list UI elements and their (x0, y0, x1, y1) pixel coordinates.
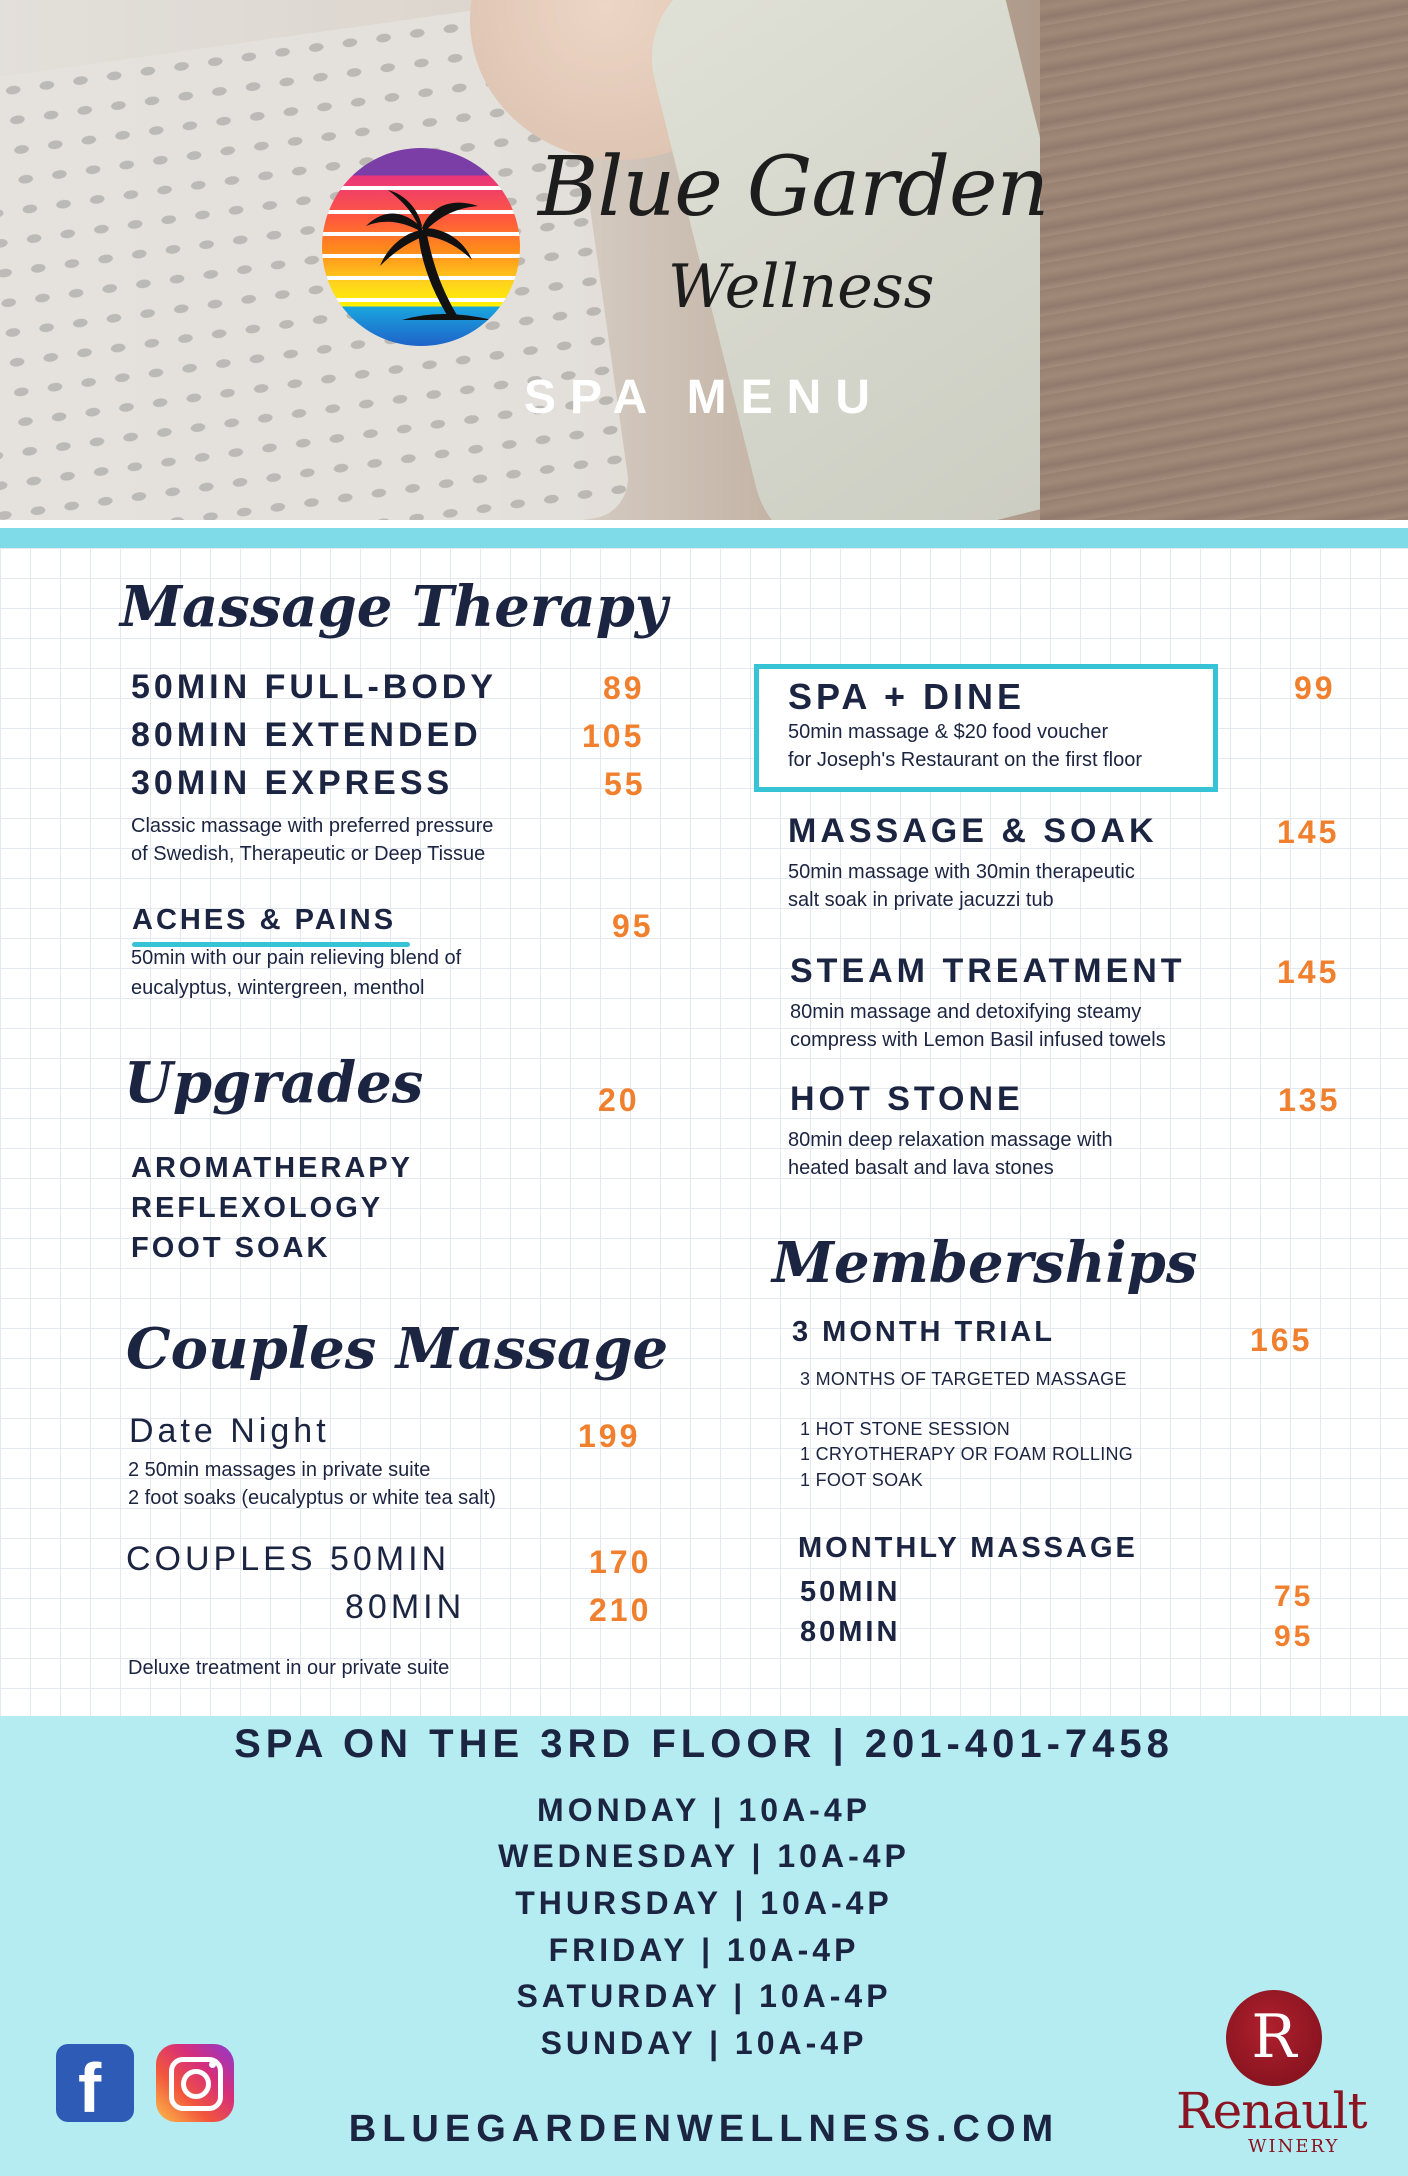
menu-item-hot-stone: HOT STONE (790, 1080, 1024, 1118)
steam-description-line-1: 80min massage and detoxifying steamy (790, 1001, 1142, 1023)
spa-dine-description-line-2: for Joseph's Restaurant on the first floor (788, 749, 1142, 771)
website-link[interactable]: BLUEGARDENWELLNESS.COM (348, 2108, 1060, 2150)
monthly-80min: 80MIN (800, 1616, 901, 1648)
price-express: 55 (604, 766, 646, 802)
renault-winery-logo: R Renault WINERY (1160, 1990, 1380, 2160)
menu-item-express: 30MIN EXPRESS (131, 764, 454, 802)
memberships-heading: Memberships (772, 1230, 1198, 1296)
price-3-month-trial: 165 (1250, 1322, 1313, 1358)
trial-line-2: 1 HOT STONE SESSION (800, 1419, 1011, 1439)
massage-soak-description-line-1: 50min massage with 30min therapeutic (788, 861, 1135, 883)
price-hot-stone: 135 (1278, 1082, 1341, 1118)
date-night-description-line-2: 2 foot soaks (eucalyptus or white tea salt) (128, 1487, 496, 1509)
spa-dine-description-line-1: 50min massage & $20 food voucher (788, 721, 1109, 743)
price-extended: 105 (582, 718, 645, 754)
hours-saturday: SATURDAY | 10A-4P (516, 1978, 892, 2014)
massage-therapy-heading: Massage Therapy (120, 574, 668, 640)
menu-item-massage-soak: MASSAGE & SOAK (788, 812, 1158, 850)
menu-item-extended: 80MIN EXTENDED (131, 716, 482, 754)
menu-item-couples-50min: COUPLES 50MIN (126, 1540, 451, 1578)
page-title: SPA MENU (523, 371, 884, 424)
upgrade-foot-soak: FOOT SOAK (131, 1232, 331, 1264)
aches-description-line-2: eucalyptus, wintergreen, menthol (131, 977, 425, 999)
price-upgrades: 20 (598, 1082, 640, 1118)
upgrade-reflexology: REFLEXOLOGY (131, 1192, 384, 1224)
brand-subtitle: Wellness (668, 252, 935, 322)
menu-item-steam-treatment: STEAM TREATMENT (790, 952, 1186, 990)
brand-name: Blue Garden (538, 140, 1049, 235)
menu-item-full-body: 50MIN FULL-BODY (131, 668, 497, 706)
instagram-icon[interactable] (156, 2044, 234, 2122)
upgrade-aromatherapy: AROMATHERAPY (131, 1152, 413, 1184)
menu-item-spa-dine: SPA + DINE (788, 676, 1026, 717)
price-spa-dine: 99 (1294, 670, 1336, 706)
price-couples-80min: 210 (589, 1592, 652, 1628)
couples-description: Deluxe treatment in our private suite (128, 1657, 450, 1679)
price-full-body: 89 (603, 670, 645, 706)
hours-monday: MONDAY | 10A-4P (537, 1792, 871, 1828)
facebook-icon[interactable]: f (56, 2044, 134, 2122)
price-monthly-50min: 75 (1274, 1580, 1314, 1613)
upgrades-heading: Upgrades (124, 1050, 424, 1116)
hours-friday: FRIDAY | 10A-4P (548, 1932, 860, 1968)
couples-massage-heading: Couples Massage (126, 1316, 669, 1382)
menu-item-aches-pains: ACHES & PAINS (132, 904, 397, 936)
trial-line-4: 1 FOOT SOAK (800, 1470, 923, 1490)
trial-line-1: 3 MONTHS OF TARGETED MASSAGE (800, 1369, 1127, 1389)
aches-description-line-1: 50min with our pain relieving blend of (131, 947, 462, 969)
location-phone: SPA ON THE 3RD FLOOR | 201-401-7458 (234, 1722, 1174, 1766)
hot-stone-description-line-1: 80min deep relaxation massage with (788, 1129, 1113, 1151)
divider-band (0, 528, 1408, 548)
hours-wednesday: WEDNESDAY | 10A-4P (498, 1838, 910, 1874)
trial-line-3: 1 CRYOTHERAPY OR FOAM ROLLING (800, 1444, 1134, 1464)
massage-description-line-2: of Swedish, Therapeutic or Deep Tissue (131, 843, 486, 865)
massage-soak-description-line-2: salt soak in private jacuzzi tub (788, 889, 1054, 911)
menu-item-couples-80min: 80MIN (345, 1588, 466, 1626)
menu-item-3-month-trial: 3 MONTH TRIAL (792, 1316, 1055, 1348)
price-couples-50min: 170 (589, 1544, 652, 1580)
steam-description-line-2: compress with Lemon Basil infused towels (790, 1029, 1166, 1051)
price-massage-soak: 145 (1277, 814, 1340, 850)
menu-item-monthly-massage: MONTHLY MASSAGE (798, 1532, 1138, 1564)
hot-stone-description-line-2: heated basalt and lava stones (788, 1157, 1054, 1179)
price-aches-pains: 95 (612, 908, 654, 944)
monthly-50min: 50MIN (800, 1576, 901, 1608)
price-monthly-80min: 95 (1274, 1620, 1314, 1653)
menu-item-date-night: Date Night (129, 1412, 330, 1450)
hours-sunday: SUNDAY | 10A-4P (540, 2025, 868, 2061)
price-date-night: 199 (578, 1418, 641, 1454)
hours-thursday: THURSDAY | 10A-4P (515, 1885, 893, 1921)
date-night-description-line-1: 2 50min massages in private suite (128, 1459, 431, 1481)
palm-sunset-logo-icon (322, 148, 520, 346)
massage-description-line-1: Classic massage with preferred pressure (131, 815, 494, 837)
price-steam-treatment: 145 (1277, 954, 1340, 990)
wax-seal-icon: R (1226, 1990, 1322, 2086)
